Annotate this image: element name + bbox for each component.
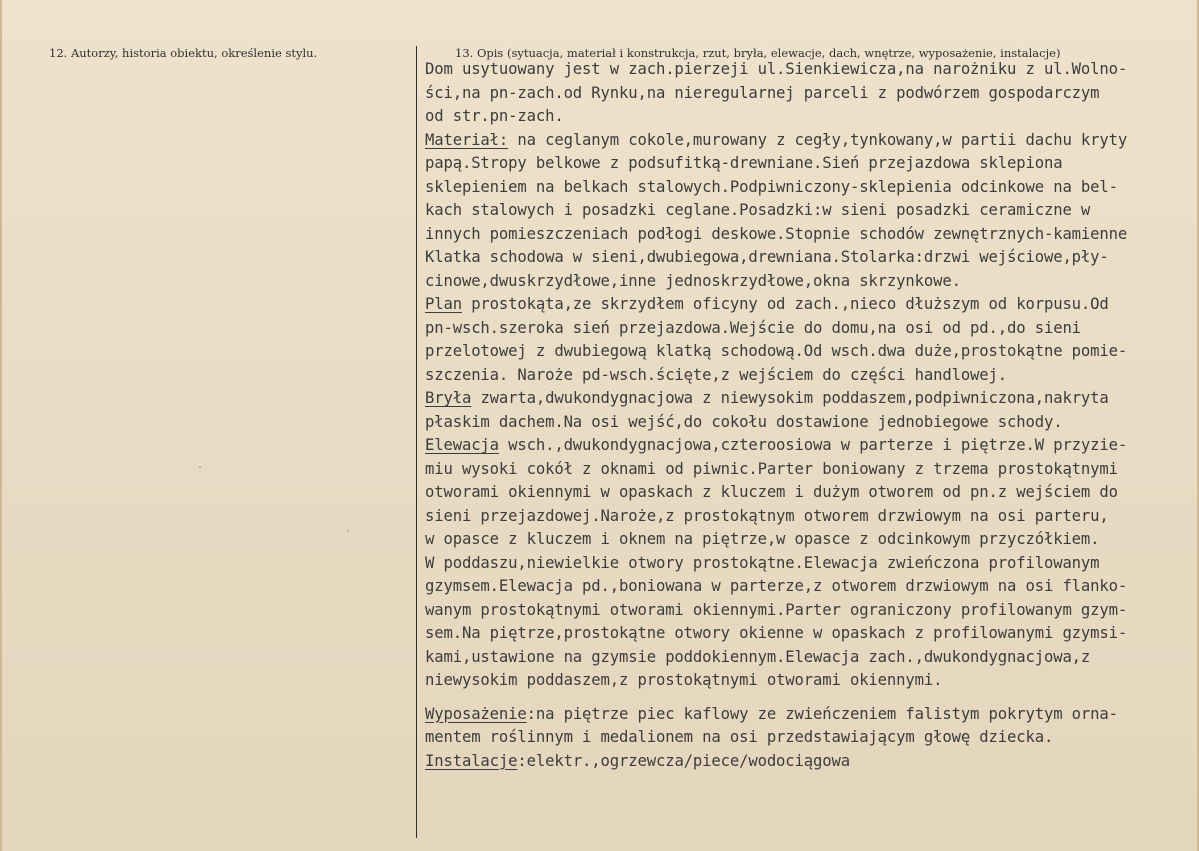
text-line: miu wysoki cokół z oknami od piwnic.Parter boniowany z trzema prostokątnymi — [425, 459, 1118, 478]
text-line — [425, 750, 1195, 774]
paper-speck — [347, 530, 349, 532]
text-line: niewysokim poddaszem,z prostokątnymi otworami okiennymi. — [425, 671, 943, 689]
text-line — [425, 703, 1195, 727]
text-line: wanym prostokątnymi otworami okiennymi.Parter ograniczony profilowanym gzym- — [425, 600, 1128, 619]
text-line: Dom usytuowany jest w zach.pierzeji ul.Sienkiewicza,na narożniku z ul.Wolno- — [425, 60, 1128, 78]
text-line: otworami okiennymi w opaskach z kluczem i dużym otworem od pn.z wejściem do — [425, 483, 1118, 501]
column-divider — [416, 46, 417, 838]
text-line: przelotowej z dwubiegową klatką schodową.Od wsch.dwa duże,prostokątne pomie- — [425, 342, 1128, 360]
text-line — [425, 434, 1195, 458]
text-segment: wsch.,dwukondygnacjowa,czteroosiowa w parterze i piętrze.W przyzie- — [498, 436, 1128, 454]
text-line — [425, 129, 1195, 153]
text-line: pn-wsch.szeroka sień przejazdowa.Wejście do domu,na osi od pd.,do sieni — [425, 318, 1081, 337]
paragraph-gap — [425, 693, 1195, 703]
text-line: papą.Stropy belkowe z podsufitką-drewniane.Sień przejazdowa sklepiona — [425, 154, 1063, 172]
material-label: Materiał: — [425, 130, 509, 149]
text-line: od str.pn-zach. — [425, 107, 564, 125]
text-segment: na ceglanym cokole,murowany z cegły,tynkowany,w partii dachu kryty — [508, 130, 1128, 149]
text-line: płaskim dachem.Na osi wejść,do cokołu dostawione jednobiegowe schody. — [425, 412, 1063, 431]
text-line: Klatka schodowa w sieni,dwubiegowa,drewniana.Stolarka:drzwi wejściowe,pły- — [425, 248, 1109, 266]
plan-label: Plan — [425, 295, 462, 313]
bryla-label: Bryła — [425, 389, 472, 407]
text-line: ści,na pn-zach.od Rynku,na nieregularnej parceli z podwórzem gospodarczym — [425, 83, 1100, 102]
text-line — [425, 387, 1195, 411]
text-line — [425, 293, 1195, 317]
text-line: kami,ustawione na gzymsie poddokiennym.Elewacja zach.,dwukondygnacjowa,z — [425, 647, 1091, 666]
text-segment: zwarta,dwukondygnacjowa z niewysokim poddaszem,podpiwniczona,nakryta — [471, 389, 1109, 407]
text-segment: :elektr.,ogrzewcza/piece/wodociągowa — [517, 751, 850, 770]
text-line: cinowe,dwuskrzydłowe,inne jednoskrzydłowe,okna skrzynkowe. — [425, 271, 961, 290]
text-line: w opasce z kluczem i oknem na piętrze,w opasce z odcinkowym przyczółkiem. — [425, 530, 1100, 548]
text-line: W poddaszu,niewielkie otwory prostokątne.Elewacja zwieńczona profilowanym — [425, 553, 1100, 572]
text-line: szczenia. Naroże pd-wsch.ścięte,z wejściem do części handlowej. — [425, 365, 1008, 384]
wyposazenie-label: Wyposażenie — [425, 704, 527, 723]
text-line: sklepieniem na belkach stalowych.Podpiwniczony-sklepienia odcinkowe na bel- — [425, 177, 1118, 196]
instalacje-label: Instalacje — [425, 751, 518, 770]
text-segment: prostokąta,ze skrzydłem oficyny od zach.,nieco dłuższym od korpusu.Od — [461, 295, 1109, 313]
text-line: gzymsem.Elewacja pd.,boniowana w parterze,z otworem drzwiowym na osi flanko- — [425, 577, 1128, 595]
text-line: sem.Na piętrze,prostokątne otwory okienne w opaskach z profilowanymi gzymsi- — [425, 624, 1128, 642]
elewacja-label: Elewacja — [425, 436, 499, 454]
text-segment: :na piętrze piec kaflowy ze zwieńczeniem falistym pokrytym orna- — [526, 704, 1118, 723]
text-line: sieni przejazdowej.Naroże,z prostokątnym otworem drzwiowym na osi parteru, — [425, 506, 1109, 525]
text-line: kach stalowych i posadzki ceglane.Posadzki:w sieni posadzki ceramiczne w — [425, 201, 1091, 219]
description-text — [425, 58, 1195, 773]
text-line: innych pomieszczeniach podłogi deskowe.Stopnie schodów zewnętrznych-kamienne — [425, 224, 1128, 243]
section-13-header: 13. Opis (sytuacja, materiał i konstrukcja, rzut, bryła, elewacje, dach, wnętrze, wyposażenie, instalacje) — [455, 46, 1061, 60]
section-12-header: 12. Autorzy, historia obiektu, określenie stylu. — [49, 46, 318, 60]
text-line: mentem roślinnym i medalionem na osi przedstawiającym głowę dziecka. — [425, 728, 1054, 746]
paper-speck — [199, 466, 201, 468]
